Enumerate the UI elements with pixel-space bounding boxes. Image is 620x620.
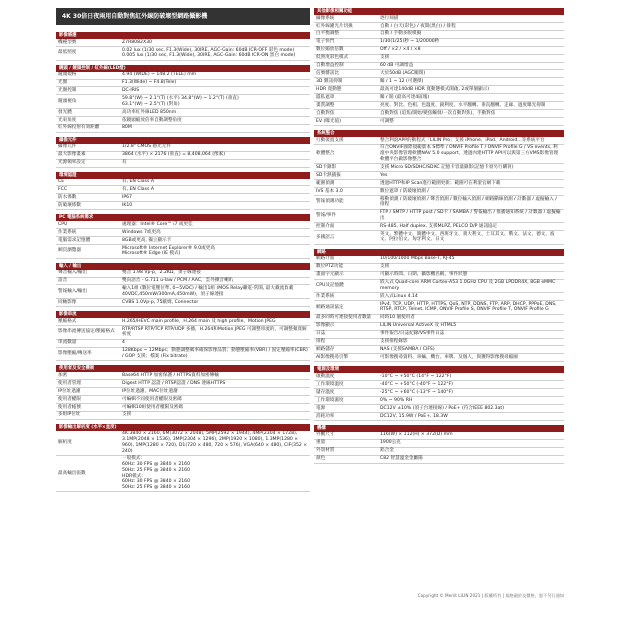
- spec-label: 網路儲存: [314, 346, 378, 354]
- spec-row: [56, 388, 310, 396]
- section-cert: [56, 172, 310, 211]
- spec-row: [314, 38, 564, 46]
- spec-row: [314, 117, 564, 125]
- spec-row: [56, 403, 310, 411]
- spec-row: [314, 405, 564, 413]
- spec-value: 0% ~ 90% RH: [378, 397, 564, 405]
- spec-row: [56, 395, 310, 403]
- spec-row: [314, 30, 564, 38]
- spec-label: 鏡頭規格: [56, 72, 120, 79]
- left-column: [56, 28, 310, 492]
- spec-row: [314, 110, 564, 118]
- spec-label: 解析度: [56, 431, 120, 456]
- spec-row: [56, 318, 310, 325]
- spec-label: 信號雜訊比: [314, 70, 378, 78]
- spec-value: H.265/HEVC main profile，H.264 main 及 high profile，Motion JPEG: [120, 318, 310, 325]
- spec-label: 工作環境濕度: [314, 397, 378, 405]
- spec-value: 鋁合金: [378, 447, 564, 455]
- spec-value: 符合ONVIF國際規範版本 S標準 / ONVIF Profile T / ONVIF Profile G / VS events, 利滾中央影像管理軟體NAV 5.0 support，透過內建HTTP API可以與第三方VMS影像管理軟體平台做影像整合: [378, 144, 564, 163]
- spec-value: IP67: [120, 194, 310, 202]
- spec-value: 嵌入式 Quad-core ARM Cortex-A53 1.0GHz CPU 及 2GB LPDDR4X, 8GB eMMC memory: [378, 279, 564, 293]
- spec-value: DC12V, 15.9W / PoE+, 18.3W: [378, 412, 564, 420]
- spec-value: Base64 HTTP 加密保護 / HTTPS資料加密傳輸: [120, 372, 310, 379]
- spec-value: F1.3(Wide) ~ F4.8(Tele): [120, 79, 310, 87]
- spec-label: 聲音輸入/輸出: [56, 270, 120, 277]
- page-title: 4K 30倍日夜兩用自動對焦紅外線防破壞型網路攝影機: [56, 8, 310, 25]
- spec-row: [314, 279, 564, 293]
- spec-value: C82 智慧溫金金屬陽: [378, 455, 564, 463]
- spec-table: [56, 318, 310, 361]
- spec-value: RS-485, Half duplex, 支援MLPZ, PELCO D/P 通訊協定: [378, 223, 564, 231]
- spec-value: 自動 / 手動多版模擬: [378, 30, 564, 38]
- section-header: 鏡頭 / 鏡頭控制 / 紅外線(LED燈): [56, 65, 310, 72]
- spec-row: [56, 380, 310, 388]
- section-sensor: [56, 32, 310, 61]
- spec-row: [314, 172, 564, 180]
- spec-value: LILIN Universal ActiveX 及 HTML5: [378, 322, 564, 330]
- spec-label: 網路介面: [314, 256, 378, 263]
- spec-row: [56, 431, 310, 456]
- spec-value: 支援: [378, 263, 564, 271]
- spec-row: [314, 301, 564, 315]
- spec-row: [314, 195, 564, 209]
- section-sysfunc: [314, 130, 564, 245]
- spec-row: [314, 86, 564, 94]
- spec-value: 有: [120, 159, 310, 167]
- spec-label: 攝像系統: [314, 15, 378, 22]
- spec-table: [56, 221, 310, 258]
- spec-table: [56, 270, 310, 307]
- spec-label: SD卡錄影: [314, 164, 378, 172]
- spec-label: 最多同時可連接使用者數量: [314, 314, 378, 322]
- spec-value: 支援: [120, 411, 310, 419]
- spec-value: 1/2.8" CMOS 感光元件: [120, 144, 310, 151]
- spec-label: 電腦需求記憶體: [56, 237, 120, 245]
- spec-label: 影像顯示: [314, 322, 378, 330]
- spec-label: 警報偵測功能: [314, 195, 378, 209]
- spec-value: 可顯示時間、日期、攝影機名稱、事件狀態: [378, 271, 564, 279]
- section-lens: [56, 65, 310, 133]
- spec-label: 語音: [56, 277, 120, 285]
- spec-row: [314, 102, 564, 110]
- spec-row: [56, 39, 310, 46]
- section-io: [56, 263, 310, 307]
- spec-value: 最高可達140dB HDR 寬動態模式開啟, 2或單個顯示): [378, 86, 564, 94]
- spec-value: -40°C ~ +50°C (-40°F ~ 122°F): [378, 381, 564, 389]
- spec-label: 作業系統: [56, 229, 120, 237]
- spec-label: 加密: [56, 372, 120, 379]
- spec-row: [314, 346, 564, 354]
- spec-row: [56, 270, 310, 277]
- spec-label: 紅外線投射有效距離: [56, 124, 120, 132]
- spec-label: 防水係數: [56, 194, 120, 202]
- spec-label: 作業系統: [314, 293, 378, 301]
- spec-label: 排程: [314, 338, 378, 346]
- spec-value: IK10: [120, 202, 310, 210]
- spec-label: 串流數量: [56, 339, 120, 347]
- spec-row: [314, 94, 564, 102]
- spec-label: 啟動溫度: [314, 373, 378, 380]
- section-header: 攝像元件: [56, 137, 310, 144]
- spec-row: [56, 186, 310, 194]
- spec-row: [314, 137, 564, 144]
- spec-label: IVS 基本 3.0: [314, 187, 378, 195]
- section-mech: [314, 425, 564, 464]
- spec-value: 3864 (水平) × 2176 (垂直) = 8,408,064 (像素): [120, 151, 310, 159]
- spec-label: 電子快門: [314, 38, 378, 46]
- section-camfunc: [314, 8, 564, 126]
- spec-label: HDR 寬動態: [314, 86, 378, 94]
- spec-label: 3D 雜訊抑制: [314, 78, 378, 86]
- spec-label: 儲存溫度: [314, 389, 378, 397]
- spec-label: 行動裝置支援: [314, 137, 378, 144]
- spec-table: [56, 372, 310, 420]
- spec-value: 0.02 lux (1/30 sec, F1.3(Wide), 30IRE, AGC-Gain: 60dB ICR-OFF 彩色 mode) 0.005 lux (1/30 sec, F1.3(Wide), 30IRE, AGC-Gain: 60dB ICR-ON 黑白 mode): [120, 46, 310, 60]
- section-resolution: [56, 424, 310, 493]
- spec-value: -10°C ~ +50°C (14°F ~ 122°F): [378, 373, 564, 380]
- section-security: [56, 365, 310, 420]
- section-header: 電源及環境: [314, 366, 564, 373]
- section-env: [314, 366, 564, 421]
- spec-label: EV (曝光值): [314, 117, 378, 125]
- spec-value: IPv4, TCP, UDP, HTTP, HTTPS, QoS, NTP, DDNS, FTP, ARP, DHCP, PPPoE, DNS, RTSP, RTCP, Telnet, ICMP, ONVIF Profile S, ONVIF Profile T, ONVIF Profile G: [378, 301, 564, 315]
- section-header: 網路: [314, 249, 564, 256]
- spec-value: 自動 / 白天(彩色) / 夜間(黑白) / 排程: [378, 22, 564, 30]
- spec-value: 移動偵測 / 防破壞偵測 / 聲音偵測 / 數位輸入偵測 / 網路斷線偵測 / 計數器 / 虛擬輸入 / 排程: [378, 195, 564, 209]
- spec-row: [314, 412, 564, 420]
- spec-row: [314, 70, 564, 78]
- spec-row: [314, 62, 564, 70]
- spec-table: [314, 256, 564, 363]
- spec-label: 颜色: [314, 455, 378, 463]
- spec-label: 紅外線濾光片切換: [314, 22, 378, 30]
- spec-label: 發光體: [56, 109, 120, 117]
- spec-value: IP位址過濾，MAC位址過濾: [120, 388, 310, 396]
- spec-row: [56, 372, 310, 379]
- spec-table: [56, 72, 310, 133]
- spec-value: 同時10 個使用者: [378, 314, 564, 322]
- spec-label: AI影像搜尋引擎: [314, 354, 378, 362]
- spec-label: 軟體整合: [314, 144, 378, 163]
- spec-label: 工作環境溫度: [314, 381, 378, 389]
- spec-row: [314, 381, 564, 389]
- spec-row: [56, 72, 310, 79]
- spec-value: Off / ×2 / ×4 / ×8: [378, 46, 564, 54]
- spec-row: [56, 455, 310, 492]
- spec-row: [314, 54, 564, 62]
- copyright-footer: Copyright © Meriit LILIN 2021 | 版權所有 | 規格副於及價格，恕不另行通知: [417, 593, 564, 598]
- spec-label: 使用者管理: [56, 380, 120, 388]
- spec-label: 重量: [314, 439, 378, 447]
- spec-label: 警報/事件: [314, 209, 378, 223]
- spec-label: 攝像元件: [56, 144, 120, 151]
- spec-label: 機種型號: [56, 39, 120, 46]
- spec-row: [314, 15, 564, 22]
- spec-row: [314, 373, 564, 380]
- spec-label: 數位PTZ功能: [314, 263, 378, 271]
- spec-value: 10/100/1000 Mbps Base-T, RJ-45: [378, 256, 564, 263]
- spec-value: 一般模式： 60Hz: 30 FPS @ 3840 × 2160 50Hz: 25 FPS @ 3840 × 2160 HDR模式： 60Hz: 30 FPS @ 3840 × 2160 50Hz: 25 FPS @ 3840 × 2160: [120, 455, 310, 492]
- section-header: PC 電腦系統需求: [56, 214, 310, 221]
- spec-value: 嵌入式Linux 4.14: [378, 293, 564, 301]
- spec-value: Microsoft® Internet Explorer® 9.0或更高 Microsoft® Edge (IE 模式): [120, 244, 310, 258]
- spec-label: 電源: [314, 405, 378, 413]
- spec-value: 逐行掃描: [378, 15, 564, 22]
- spec-row: [314, 354, 564, 362]
- spec-label: 防破壞係數: [56, 202, 120, 210]
- spec-value: 可編輯10組使用者權限及密碼: [120, 403, 310, 411]
- spec-label: 數位縮放倍數: [314, 46, 378, 54]
- spec-table: [314, 15, 564, 126]
- spec-value: 輸入1組 (數位電壓位準, 0~5VDC) / 輸出1組 (MOS Relay繼電-常開, 最大載流負載 40VDC,450mW/300mA,450mW)，須子線連接: [120, 285, 310, 299]
- spec-label: 範圍偵測: [314, 180, 378, 188]
- spec-value: 有, EN Class A: [120, 186, 310, 194]
- spec-value: 可影像搜尋資料、車輛、機台、車牌、及個人，與獲得影像搜尋縮圖: [378, 354, 564, 362]
- spec-table: [56, 431, 310, 493]
- spec-row: [56, 116, 310, 124]
- spec-row: [56, 347, 310, 361]
- spec-row: [56, 202, 310, 210]
- spec-label: CE: [56, 179, 120, 186]
- spec-value: Windows 7或更高: [120, 229, 310, 237]
- spec-row: [314, 223, 564, 231]
- spec-label: 多組IP位址: [56, 411, 120, 419]
- spec-row: [56, 144, 310, 151]
- spec-label: 消耗功率: [314, 412, 378, 420]
- spec-row: [314, 314, 564, 322]
- spec-row: [56, 46, 310, 60]
- spec-label: 網頁瀏覽器: [56, 244, 120, 258]
- spec-label: 低照度彩色模式: [314, 54, 378, 62]
- spec-row: [314, 256, 564, 263]
- spec-row: [56, 124, 310, 132]
- spec-label: 影像串流傳送協定/壓縮格式: [56, 325, 120, 339]
- section-header: 輸入 / 輸出: [56, 263, 310, 270]
- spec-row: [56, 95, 310, 109]
- spec-table: [314, 432, 564, 464]
- spec-value: 8GB或更高, 獨立顯示卡: [120, 237, 310, 245]
- spec-row: [56, 179, 310, 186]
- spec-label: FCC: [56, 186, 120, 194]
- spec-row: [314, 397, 564, 405]
- spec-row: [56, 285, 310, 299]
- spec-row: [56, 325, 310, 339]
- spec-label: 隱私遮罩: [314, 94, 378, 102]
- spec-value: 數位遮罩 / 防破壞偵測 /: [378, 187, 564, 195]
- spec-value: 雙向語音 - G.711 u-law / PCM / AAC，雲外擴音喇叭: [120, 277, 310, 285]
- spec-row: [314, 263, 564, 271]
- section-header: 影像輸出解析度 (水平×直度): [56, 424, 310, 431]
- spec-value: 依鏡頭縮放倍率自動調整角度: [120, 116, 310, 124]
- spec-row: [314, 455, 564, 463]
- spec-label: 自動對焦: [314, 110, 378, 118]
- spec-value: 可編輯不同使用者權限及密碼: [120, 395, 310, 403]
- spec-value: 可調整: [378, 117, 564, 125]
- spec-row: [56, 237, 310, 245]
- spec-value: 雙音 1.98 Vp-p，2.2KΩ，須子線連接: [120, 270, 310, 277]
- spec-row: [56, 339, 310, 347]
- spec-value: 支援 Micro SD/SDHC/SDXC 記憶卡容量錄影(記憶卡須另行購買): [378, 164, 564, 172]
- spec-value: 關 / 1 ~ 12 (可選擇): [378, 78, 564, 86]
- spec-table: [56, 39, 310, 61]
- spec-value: 亮度、對比、色相、色溫度、銳利度、水平翻轉、垂直翻轉、走廊、過度曝光抑制: [378, 102, 564, 110]
- spec-row: [314, 78, 564, 86]
- spec-value: 事件報告/日誌紀錄/VS事件日誌: [378, 330, 564, 338]
- spec-row: [314, 389, 564, 397]
- spec-value: 高功率紅外線LED 850nm: [120, 109, 310, 117]
- spec-label: 光圈控制: [56, 87, 120, 95]
- spec-label: 最大影像畫素: [56, 151, 120, 159]
- section-header: 影像串流: [56, 311, 310, 318]
- spec-label: SD卡熱插拔: [314, 172, 378, 180]
- spec-label: IP位址過濾: [56, 388, 120, 396]
- spec-row: [314, 209, 564, 223]
- section-header: 使用者及安全機制: [56, 365, 310, 372]
- spec-value: Yes: [378, 172, 564, 180]
- spec-label: 控制介面: [314, 223, 378, 231]
- spec-value: 大於50dB (AGC關閉): [378, 70, 564, 78]
- spec-label: 外觀尺寸: [314, 432, 378, 439]
- spec-value: 透過HTTP和IP Scan進行範圍更新；範圍可在利滾官網下載: [378, 180, 564, 188]
- spec-row: [314, 330, 564, 338]
- section-header: 機構: [314, 425, 564, 432]
- spec-row: [56, 411, 310, 419]
- spec-value: 支援排程錄影: [378, 338, 564, 346]
- spec-table: [314, 137, 564, 245]
- spec-row: [56, 151, 310, 159]
- spec-value: 自動對焦 (追焦/開始/變焦觸發/一次自動對焦)，手動對焦: [378, 110, 564, 118]
- section-imgsensor: [56, 137, 310, 168]
- spec-row: [314, 322, 564, 330]
- spec-label: 多國語言: [314, 231, 378, 245]
- spec-row: [314, 144, 564, 163]
- spec-label: 同軸影像: [56, 299, 120, 307]
- spec-label: 光束角度: [56, 116, 120, 124]
- section-video: [56, 311, 310, 361]
- spec-value: DC-IRIS: [120, 87, 310, 95]
- spec-value: 1900公克: [378, 439, 564, 447]
- section-header: 環境認證: [56, 172, 310, 179]
- spec-row: [314, 180, 564, 188]
- spec-value: 116(W) × 112(H) × 372(D) mm: [378, 432, 564, 439]
- right-column: [314, 8, 564, 464]
- spec-label: 光圈: [56, 79, 120, 87]
- spec-label: 畫質調整: [314, 102, 378, 110]
- spec-row: [314, 447, 564, 455]
- spec-row: [314, 22, 564, 30]
- spec-value: Z7R8082X30: [120, 39, 310, 46]
- spec-value: 有, EN Class A: [120, 179, 310, 186]
- spec-value: 支援: [378, 54, 564, 62]
- spec-row: [56, 194, 310, 202]
- spec-value: 英文、繁體中文、簡體中文、西班牙文、義大利文、土耳其文、俄文、法文、德文、波文、阿拉伯文、匈牙利文、日文: [378, 231, 564, 245]
- spec-value: 處理器：Intel® Core™ i7 或更佳: [120, 221, 310, 228]
- spec-row: [56, 87, 310, 95]
- spec-value: NAS (支援SAMBA / CIFS): [378, 346, 564, 354]
- spec-row: [314, 271, 564, 279]
- spec-row: [56, 229, 310, 237]
- spec-row: [314, 293, 564, 301]
- spec-label: 最低照度: [56, 46, 120, 60]
- spec-value: Digest HTTP 認證 / RTSP認證 / DNS 連線HTTPS: [120, 380, 310, 388]
- spec-label: 警報輸入/輸出: [56, 285, 120, 299]
- section-header: 影像感應: [56, 32, 310, 39]
- spec-value: FTP / SMTP / HTTP post / SD卡 / SAMBA / 警報輸出 / 推播通知系統 / 計數器 / 虛擬輸出: [378, 209, 564, 223]
- spec-row: [56, 221, 310, 228]
- spec-table: [56, 144, 310, 168]
- spec-value: 60 dB 可調增益: [378, 62, 564, 70]
- spec-row: [56, 109, 310, 117]
- spec-row: [314, 46, 564, 54]
- spec-value: 59.8°(W) ~ 2.1°(T) (水平) 34.8°(W) ~ 1.2°(T) (垂直) 63.1°(W) ~ 2.5°(T) (對角): [120, 95, 310, 109]
- section-header: 其他影像相關功能: [314, 8, 564, 15]
- spec-value: 4K:3840 × 2160, 6M(3072 × 2048), 5MP(2592 × 1944), 4MP(2304 × 1728), 3.1MP(2048 × 1536), 3MP(2304 × 1296), 2MP(1920 × 1080), 1.3MP(1280 × 960), 1MP(1280 × 720), D1(720 × 480, 720 × 576), VGA(640 × 480), CIF(352 × 240): [120, 431, 310, 456]
- spec-label: 使用者帳號: [56, 403, 120, 411]
- spec-value: 整合利滾APP的動程式「LILIN Pro」支援 iPhone、iPad、Android...等系統平台: [378, 137, 564, 144]
- spec-label: 日誌: [314, 330, 378, 338]
- spec-label: 網路通訊協定: [314, 301, 378, 315]
- spec-row: [56, 277, 310, 285]
- spec-label: 使用者權限: [56, 395, 120, 403]
- spec-label: 最高輸出張數: [56, 455, 120, 492]
- spec-value: CVBS 1.0Vp-p, 75歐姆, Connector: [120, 299, 310, 307]
- spec-label: 影像壓縮/傳送率: [56, 347, 120, 361]
- spec-value: 4: [120, 339, 310, 347]
- spec-label: CPU: [56, 221, 120, 228]
- spec-row: [314, 439, 564, 447]
- spec-value: -25°C ~ +60°C (-13°F ~ 140°F): [378, 389, 564, 397]
- section-pc: [56, 214, 310, 258]
- spec-row: [314, 187, 564, 195]
- spec-label: 自動增益控制: [314, 62, 378, 70]
- section-network: [314, 249, 564, 363]
- spec-row: [314, 432, 564, 439]
- spec-value: 4.94 (WIDE) ~ 148.2 (TELE) mm: [120, 72, 310, 79]
- spec-value: RTP/RTSP RTP/TCP RTP/UDP 多播，H.264和Motion JPEG 可調整串流的，可調整頻寬解析度: [120, 325, 310, 339]
- spec-value: 80M: [120, 124, 310, 132]
- spec-table: [56, 179, 310, 211]
- spec-label: 外殼材質: [314, 447, 378, 455]
- spec-row: [56, 79, 310, 87]
- spec-row: [56, 159, 310, 167]
- spec-label: 光源頻率設定: [56, 159, 120, 167]
- spec-row: [314, 231, 564, 245]
- spec-label: 畫面字元顯示: [314, 271, 378, 279]
- spec-value: DC12V ±10% (須子台連接線) / PoE+ (符合IEEE 802.3at): [378, 405, 564, 413]
- spec-row: [56, 299, 310, 307]
- spec-value: 128Kbps ~ 12Mbps；動態調整碼率確保影像品質；動態壓縮率(VBR) / 固定壓縮率(CBR) / GOP 支援；檔案 (Fix bitrate): [120, 347, 310, 361]
- spec-label: CPU及記憶體: [314, 279, 378, 293]
- spec-label: 白平衡調整: [314, 30, 378, 38]
- spec-row: [314, 338, 564, 346]
- spec-table: [314, 373, 564, 421]
- spec-row: [56, 244, 310, 258]
- spec-value: 關 / 開 (最高可達4區塊): [378, 94, 564, 102]
- spec-label: 壓縮格式: [56, 318, 120, 325]
- section-header: 系統整合: [314, 130, 564, 137]
- spec-label: 鏡頭視角: [56, 95, 120, 109]
- spec-row: [314, 164, 564, 172]
- spec-value: 1/30(1/25)秒 ~ 1/20000秒: [378, 38, 564, 46]
